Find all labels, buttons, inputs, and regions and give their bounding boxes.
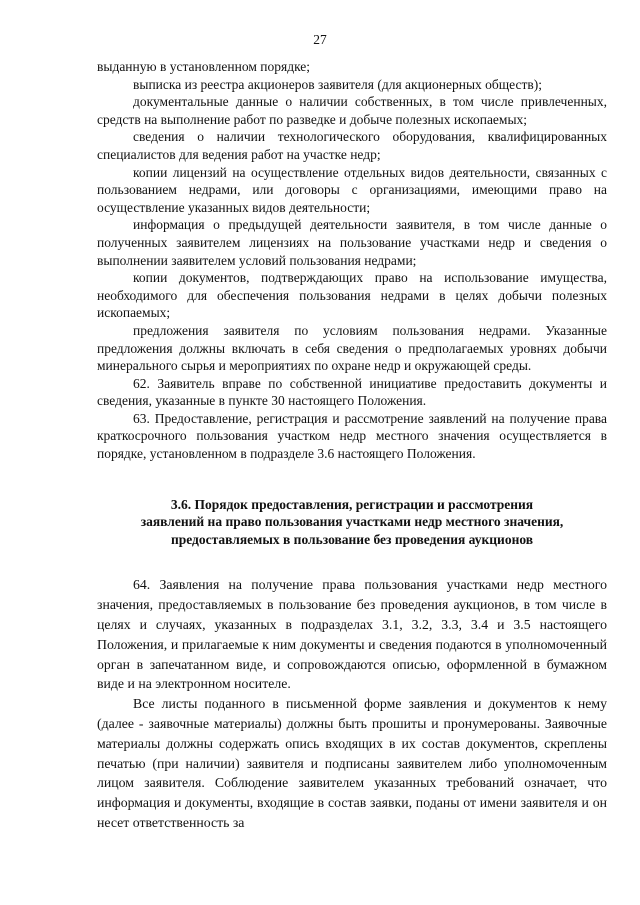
- section-heading-line: предоставляемых в пользование без проведения аукционов: [170, 531, 534, 547]
- document-body: [97, 58, 607, 833]
- paragraph: копии лицензий на осуществление отдельных видов деятельности, связанных с пользованием недрами, или договоры с организациями, имеющими право на осуществление указанных видов деятельности;: [97, 164, 607, 215]
- paragraph: предложения заявителя по условиям пользования недрами. Указанные предложения должны включать в себя сведения о предполагаемых уровнях добычи минерального сырья и мероприятиях по охране недр и окружающей среды.: [97, 322, 607, 374]
- paragraph: сведения о наличии технологического оборудования, квалифицированных специалистов для ведения работ на участке недр;: [97, 129, 607, 162]
- paragraph-item-62: 62. Заявитель вправе по собственной инициативе предоставить документы и сведения, указанные в пункте 30 настоящего Положения.: [97, 375, 607, 409]
- section-heading: [97, 496, 607, 549]
- paragraph-item-64: 64. Заявления на получение права пользования участками недр местного значения, предоставляемых в пользование без проведения аукционов, в том числе в целях и случаях, указанных в подразделах 3.1, 3.2, 3.3, 3.4 и 3.5 настоящего Положения, и прилагаемые к ним документы и сведения подаются в уполномоченный орган в запечатанном виде, и сопровождаются описью, оформленной в бумажном виде и на электронном носителе.: [97, 577, 607, 692]
- paragraph: копии документов, подтверждающих право на использование имущества, необходимого для обеспечения пользования недрами в целях добычи полезных ископаемых;: [97, 270, 607, 321]
- section-continuation: [97, 58, 607, 463]
- paragraph: Все листы поданного в письменной форме заявления и документов к нему (далее - заявочные материалы) должны быть прошиты и пронумерованы. Заявочные материалы должны содержать опись входящих в их состав документов, скреплены печатью (при наличии) заявителя и подписаны заявителем либо уполномоченным лицом заявителя. Соблюдение заявителем указанных требований означает, что информация и документы, входящие в состав заявки, поданы от имени заявителя и он несет ответственность за: [97, 696, 607, 830]
- paragraph-item-63: 63. Предоставление, регистрация и рассмотрение заявлений на получение права краткосрочного пользования участком недр местного значения осуществляется в порядке, установленном в подразделе 3.6 настоящего Положения.: [97, 410, 607, 462]
- page-number: 27: [313, 32, 327, 47]
- paragraph: документальные данные о наличии собственных, в том числе привлеченных, средств на выполнение работ по разведке и добыче полезных ископаемых;: [97, 94, 607, 127]
- paragraph: выписка из реестра акционеров заявителя (для акционерных обществ);: [133, 76, 543, 92]
- paragraph: информация о предыдущей деятельности заявителя, в том числе данные о полученных заявителем лицензиях на пользование участками недр и сведения о выполнении заявителем условий пользования недрами;: [97, 217, 607, 268]
- section-3-6-body: [97, 575, 607, 832]
- section-heading-line: 3.6. Порядок предоставления, регистрации и рассмотрения: [170, 496, 534, 512]
- section-heading-line: заявлений на право пользования участками недр местного значения,: [140, 514, 564, 530]
- paragraph: выданную в установленном порядке;: [97, 59, 311, 74]
